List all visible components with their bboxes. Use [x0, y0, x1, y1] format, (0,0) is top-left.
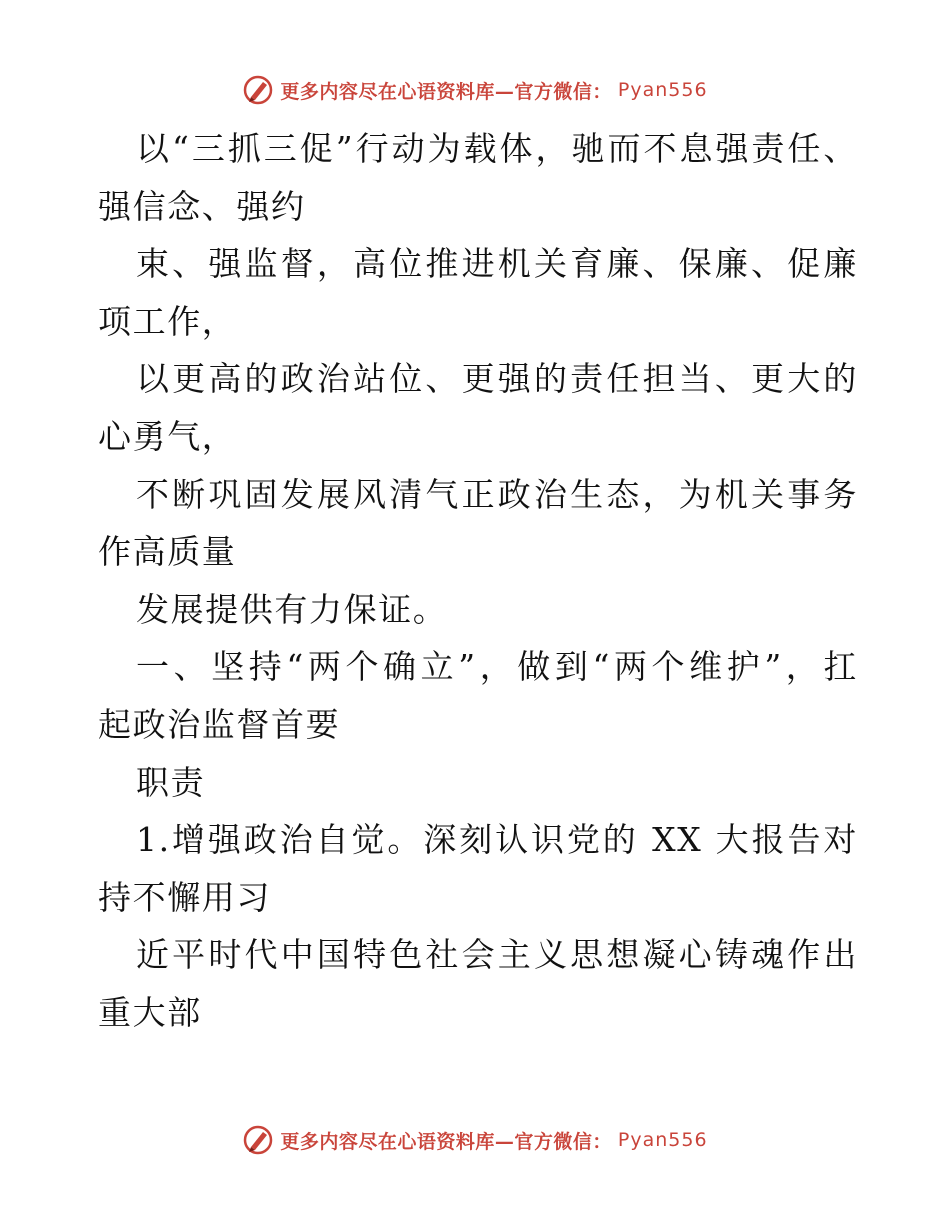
body-line: 作高质量 — [98, 532, 237, 572]
body-line: 1.增强政治自觉。深刻认识党的 XX 大报告对 — [136, 820, 858, 860]
footer-watermark-banner — [0, 1120, 950, 1160]
body-line: 发展提供有力保证。 — [136, 589, 448, 629]
pen-logo-icon — [242, 1124, 274, 1156]
body-line: 以“三抓三促”行动为载体，驰而不息强责任、 — [136, 129, 858, 168]
banner-text: 更多内容尽在心语资料库—官方微信： — [280, 80, 612, 103]
body-line: 以更高的政治站位、更强的责任担当、更大的 — [136, 359, 858, 399]
section-heading-line: 起政治监督首要 — [98, 704, 341, 744]
body-line: 项工作， — [98, 301, 237, 341]
section-heading-line: 一、坚持“两个确立”，做到“两个维护”，扛 — [136, 647, 858, 687]
body-line: 不断巩固发展风清气正政治生态，为机关事务 — [136, 474, 858, 514]
banner-contact: Pyan556 — [617, 79, 708, 101]
body-line: 持不懈用习 — [98, 877, 271, 917]
banner-text: 更多内容尽在心语资料库—官方微信： — [280, 1130, 612, 1153]
body-line: 强信念、强约 — [98, 186, 306, 226]
banner-contact: Pyan556 — [617, 1129, 708, 1151]
section-heading-line: 职责 — [136, 762, 206, 802]
body-line: 心勇气， — [98, 416, 237, 456]
body-line: 近平时代中国特色社会主义思想凝心铸魂作出 — [136, 935, 858, 975]
header-watermark-banner — [0, 70, 950, 110]
body-line: 重大部 — [98, 992, 202, 1032]
body-line: 束、强监督，高位推进机关育廉、保廉、促廉 — [136, 244, 858, 284]
document-body — [98, 120, 858, 1042]
pen-logo-icon — [242, 74, 274, 106]
